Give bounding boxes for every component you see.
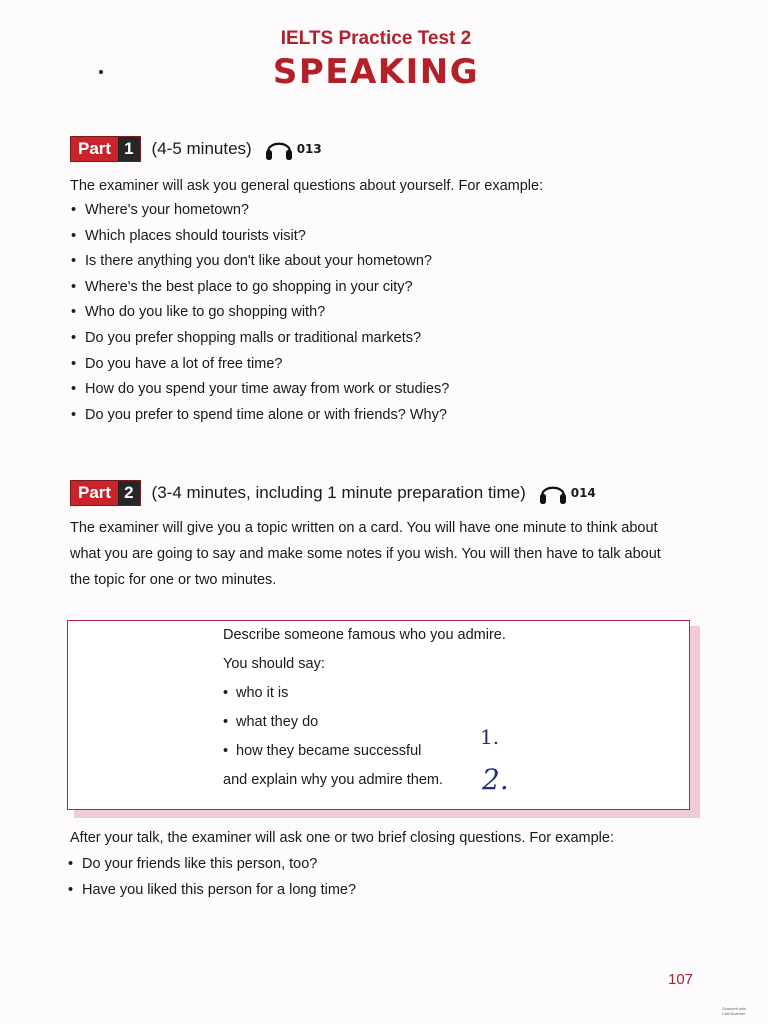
scanner-stamp: Scanned with CamScanner	[722, 1006, 747, 1016]
topic-card	[67, 620, 690, 810]
section-title: SPEAKING	[272, 52, 480, 92]
part1-duration: (4-5 minutes)	[151, 139, 252, 158]
part2-tag-word: Part	[71, 481, 118, 505]
part1-question-list	[70, 198, 449, 428]
list-item: • Do your friends like this person, too?	[67, 852, 356, 878]
part2-duration: (3-4 minutes, including 1 minute preparation time)	[151, 483, 526, 502]
card-point: • how they became successful	[223, 737, 506, 766]
part1-audio[interactable]	[264, 137, 322, 161]
part2-heading	[70, 480, 596, 506]
part1-tag-word: Part	[71, 137, 118, 161]
list-item: • Who do you like to go shopping with?	[70, 300, 449, 326]
handwritten-note-1: 1.	[480, 725, 500, 749]
list-item: • Is there anything you don't like about your hometown?	[70, 249, 449, 275]
part2-track-number: 014	[570, 486, 596, 500]
test-title: IELTS Practice Test 2	[280, 28, 472, 49]
list-item: • Where's the best place to go shopping in your city?	[70, 275, 449, 301]
part2-after-intro: After your talk, the examiner will ask one or two brief closing questions. For example:	[70, 830, 614, 846]
handwritten-note-2: 2.	[482, 763, 509, 796]
speck	[99, 70, 103, 74]
part2-tag	[70, 480, 141, 506]
part1-heading	[70, 136, 322, 162]
part2-tag-number: 2	[118, 481, 139, 505]
list-item: • Do you prefer shopping malls or traditional markets?	[70, 326, 449, 352]
part2-intro-line: The examiner will give you a topic written on a card. You will have one minute to think about	[70, 520, 658, 536]
page-number: 107	[668, 971, 694, 988]
list-item: • Do you have a lot of free time?	[70, 352, 449, 378]
part2-intro	[70, 515, 710, 593]
list-item: • How do you spend your time away from work or studies?	[70, 377, 449, 403]
headphones-icon	[264, 137, 294, 161]
list-item: • Where's your hometown?	[70, 198, 449, 224]
part1-intro: The examiner will ask you general questions about yourself. For example:	[70, 178, 544, 194]
card-closing: and explain why you admire them.	[223, 772, 444, 788]
card-prompt: Describe someone famous who you admire.	[223, 627, 506, 643]
card-point: • who it is	[223, 679, 506, 708]
card-point: • what they do	[223, 708, 506, 737]
part2-audio[interactable]	[538, 481, 596, 505]
part1-tag	[70, 136, 141, 162]
part1-tag-number: 1	[118, 137, 139, 161]
list-item: • Do you prefer to spend time alone or with friends? Why?	[70, 403, 449, 429]
list-item: • Which places should tourists visit?	[70, 224, 449, 250]
list-item: • Have you liked this person for a long time?	[67, 878, 356, 904]
closing-question-list	[67, 852, 356, 903]
part2-intro-line: the topic for one or two minutes.	[70, 572, 277, 588]
part2-intro-line: what you are going to say and make some notes if you wish. You will then have to talk about	[70, 546, 661, 562]
card-should-say: You should say:	[223, 656, 325, 672]
part1-track-number: 013	[296, 142, 322, 156]
topic-card-text	[223, 621, 506, 795]
headphones-icon	[538, 481, 568, 505]
